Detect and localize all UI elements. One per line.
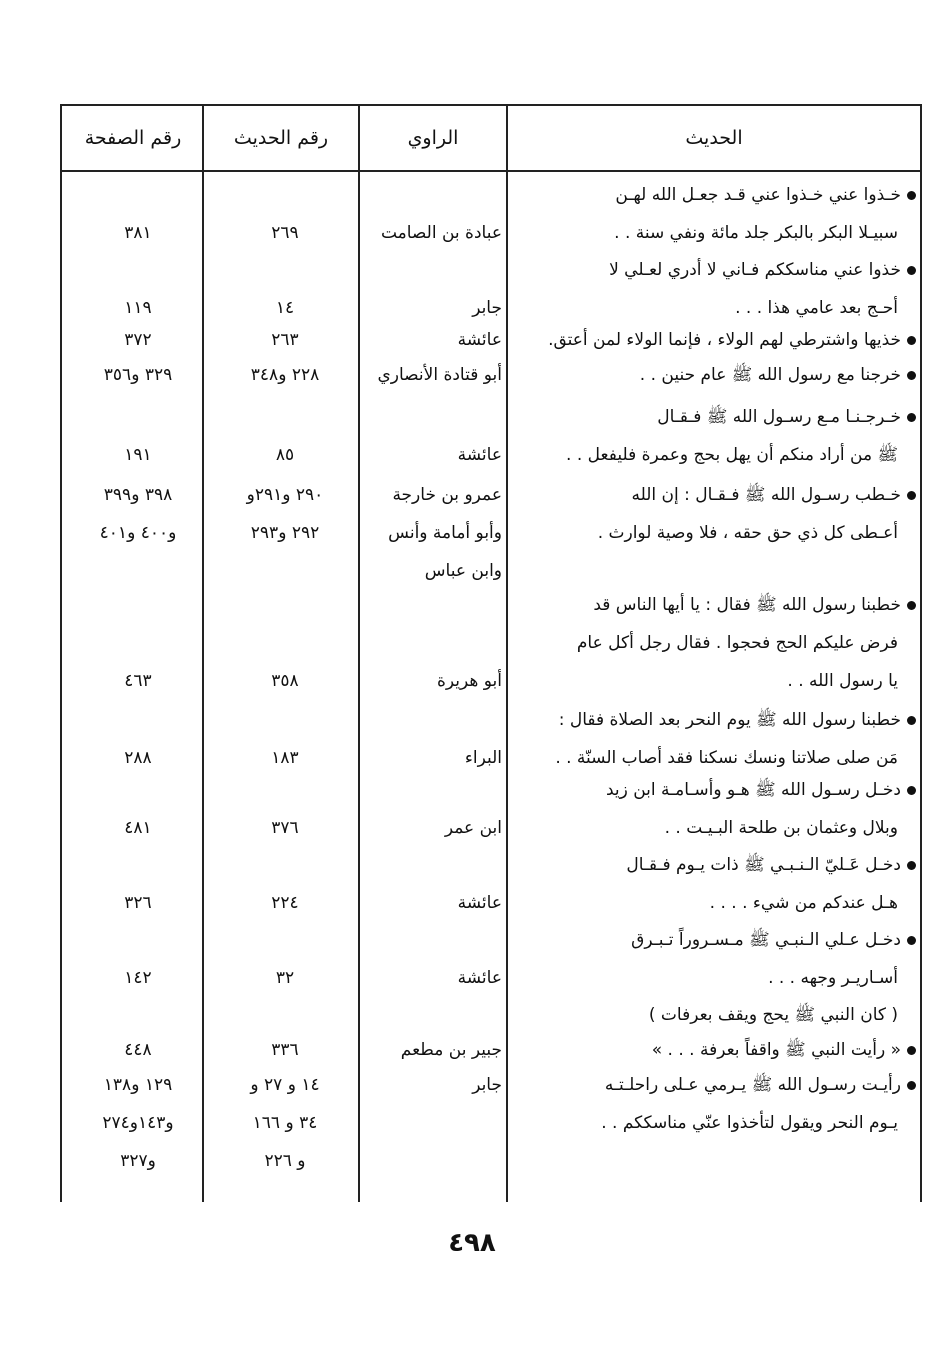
hadith-text: [516, 996, 916, 1034]
hadith-text: [516, 321, 916, 359]
hadith-number: [210, 476, 360, 552]
hadith-line: [516, 514, 916, 552]
hadith-line-text: خطبنا رسول الله ﷺ فقال : يا أيها الناس قد: [593, 595, 901, 615]
hadith-number-line: ٣٤ و ١٦٦: [252, 1113, 318, 1133]
hadith-line-text: خـرجـنـا مـع رسـول الله ﷺ فـقـال: [657, 407, 901, 427]
page-reference: [68, 739, 208, 777]
hadith-number: [210, 1031, 360, 1069]
narrator-name-line: أبو قتادة الأنصاري: [377, 365, 502, 385]
hadith-text: [516, 251, 916, 327]
narrator-name: [362, 1066, 502, 1104]
narrator-name: [362, 436, 502, 474]
hadith-number-line: ٢٩٠ و٢٩١و: [246, 485, 324, 505]
bullet-icon: [907, 491, 916, 500]
hadith-number-line: ١٤: [275, 298, 295, 318]
page-number: ٤٩٨: [448, 1228, 496, 1258]
hadith-line-text: خـذوا عني خـذوا عني قـد جعـل الله لهـن: [615, 185, 901, 205]
hadith-line-text: فرض عليكم الحج فحجوا . فقال رجل أكل عام: [576, 633, 898, 653]
page-reference-line: ٤٤٨: [124, 1040, 152, 1060]
hadith-number-line: ٢٦٩: [271, 223, 299, 243]
hadith-text: [516, 846, 916, 922]
hadith-line-text: مَن صلى صلاتنا ونسك نسكنا فقد أصاب السنّة . .: [555, 748, 898, 768]
narrator-name: [362, 356, 502, 394]
hadith-line: [516, 701, 916, 739]
page-reference: [68, 809, 208, 847]
hadith-number-line: ٣٥٨: [271, 671, 299, 691]
narrator-name-line: عائشة: [457, 445, 502, 465]
hadith-line-text: يا رسول الله . .: [787, 671, 898, 691]
narrator-name-line: عائشة: [457, 893, 502, 913]
hadith-text: [516, 1031, 916, 1069]
hadith-line-text: أحـج بعد عامي هذا . . .: [735, 298, 898, 318]
hadith-line-text: ( كان النبي ﷺ يحج ويقف بعرفات ): [648, 1005, 898, 1025]
page-reference: [68, 436, 208, 474]
narrator-name-line: ابن عمر: [444, 818, 502, 838]
hadith-line: [516, 251, 916, 289]
page-reference: [68, 1066, 208, 1180]
hadith-text: [516, 398, 916, 474]
hadith-number: [210, 321, 360, 359]
hadith-number-line: ٣٧٦: [271, 818, 299, 838]
hadith-number: [210, 809, 360, 847]
hadith-number: [210, 436, 360, 474]
hadith-line-text: هـل عندكم من شيء . . . .: [709, 893, 898, 913]
narrator-name-line: وابن عباس: [424, 561, 502, 581]
narrator-name-line: جابر: [472, 1075, 502, 1095]
hadith-line: [516, 436, 916, 474]
hadith-line-text: خـطب رسـول الله ﷺ فـقـال : إن الله: [631, 485, 901, 505]
hadith-number: [210, 214, 360, 252]
narrator-name: [362, 321, 502, 359]
narrator-name-line: البراء: [464, 748, 502, 768]
hadith-line: [516, 1104, 916, 1142]
header-page-number: رقم الصفحة: [84, 127, 182, 149]
page-reference: [68, 321, 208, 359]
hadith-number-line: ٣٢: [275, 968, 295, 988]
bullet-icon: [907, 861, 916, 870]
hadith-line-text: أعـطى كل ذي حق حقه ، فلا وصية لوارث .: [597, 523, 898, 543]
page-reference-line: و١٤٣و٢٧٤: [102, 1113, 174, 1133]
page-reference: [68, 356, 208, 394]
page-reference-line: ١٤٢: [124, 968, 152, 988]
page-reference-line: ١٩١: [124, 445, 152, 465]
bullet-icon: [907, 601, 916, 610]
hadith-line: [516, 1031, 916, 1069]
hadith-line: [516, 586, 916, 624]
hadith-index-table: [60, 104, 922, 1202]
page-reference-line: ٣٩٨ و٣٩٩: [103, 485, 173, 505]
hadith-number-line: ٨٥: [275, 445, 295, 465]
hadith-text: [516, 586, 916, 700]
narrator-name: [362, 884, 502, 922]
page-reference: [68, 214, 208, 252]
page-reference: [68, 1031, 208, 1069]
hadith-line-text: خطبنا رسول الله ﷺ يوم النحر بعد الصلاة فقال :: [558, 710, 901, 730]
bullet-icon: [907, 371, 916, 380]
hadith-number: [210, 739, 360, 777]
hadith-number-line: ٢٦٣: [271, 330, 299, 350]
bullet-icon: [907, 1081, 916, 1090]
bullet-icon: [907, 1046, 916, 1055]
hadith-number-line: و ٢٢٦: [264, 1151, 306, 1171]
narrator-name-line: جابر: [472, 298, 502, 318]
hadith-line: [516, 884, 916, 922]
hadith-number-line: ٣٣٦: [271, 1040, 299, 1060]
bullet-icon: [907, 336, 916, 345]
hadith-line: [516, 1066, 916, 1104]
hadith-number: [210, 959, 360, 997]
narrator-name: [362, 214, 502, 252]
hadith-number: [210, 662, 360, 700]
hadith-text: [516, 476, 916, 552]
hadith-number-line: ٢٩٢ و٢٩٣: [250, 523, 320, 543]
page-reference-line: و٣٢٧: [120, 1151, 156, 1171]
bullet-icon: [907, 786, 916, 795]
header-hadith-number: رقم الحديث: [233, 127, 329, 149]
hadith-text: [516, 1066, 916, 1142]
hadith-line: [516, 996, 916, 1034]
hadith-line-text: خرجنا مع رسول الله ﷺ عام حنين . .: [639, 365, 901, 385]
narrator-name: [362, 739, 502, 777]
hadith-line-text: « رأيت النبي ﷺ واقفاً بعرفة . . . »: [651, 1040, 901, 1060]
page-reference-line: ٣٢٩ و٣٥٦: [103, 365, 173, 385]
hadith-line: [516, 921, 916, 959]
hadith-line-text: دخـل رسـول الله ﷺ هـو وأسـامـة ابن زيد: [605, 780, 901, 800]
hadith-text: [516, 771, 916, 847]
hadith-number: [210, 884, 360, 922]
bullet-icon: [907, 936, 916, 945]
hadith-line: [516, 846, 916, 884]
header-narrator: الراوي: [407, 127, 459, 149]
bullet-icon: [907, 191, 916, 200]
hadith-line-text: وبلال وعثمان بن طلحة البـيـت . .: [664, 818, 898, 838]
hadith-line: [516, 959, 916, 997]
hadith-line-text: خذيها واشترطي لهم الولاء ، فإنما الولاء لمن أعتق.: [548, 330, 901, 350]
page-reference-line: و٤٠٠ و٤٠١: [99, 523, 177, 543]
narrator-name: [362, 476, 502, 590]
page-reference-line: ٢٨٨: [124, 748, 152, 768]
page-reference-line: ٣٢٦: [124, 893, 152, 913]
hadith-line: [516, 398, 916, 436]
hadith-number-line: ٢٢٤: [271, 893, 299, 913]
narrator-name-line: وأبو أمامة وأنس: [388, 523, 502, 543]
narrator-name-line: أبو هريرة: [436, 671, 502, 691]
narrator-name-line: عائشة: [457, 330, 502, 350]
header-hadith: الحديث: [685, 127, 743, 149]
narrator-name: [362, 809, 502, 847]
page-reference-line: ٤٨١: [124, 818, 152, 838]
table-header-row: [62, 106, 920, 172]
page-reference: [68, 959, 208, 997]
page-reference: [68, 662, 208, 700]
hadith-text: [516, 356, 916, 394]
hadith-line: [516, 176, 916, 214]
hadith-line-text: ﷺ من أراد منكم أن يهل بحج وعمرة فليفعل . .: [566, 445, 898, 465]
hadith-text: [516, 921, 916, 997]
page-reference-line: ١٢٩ و١٣٨: [103, 1075, 173, 1095]
narrator-name-line: عبادة بن الصامت: [380, 223, 502, 243]
hadith-line-text: سبيـلا البكر بالبكر جلد مائة ونفي سنة . .: [614, 223, 898, 243]
hadith-number: [210, 1066, 360, 1180]
narrator-name-line: جبير بن مطعم: [400, 1040, 502, 1060]
page-reference-line: ٣٨١: [124, 223, 152, 243]
column-divider: [506, 106, 508, 1202]
narrator-name-line: عمرو بن خارجة: [392, 485, 502, 505]
narrator-name: [362, 959, 502, 997]
page-reference-line: ٣٧٢: [124, 330, 152, 350]
narrator-name-line: عائشة: [457, 968, 502, 988]
hadith-line: [516, 321, 916, 359]
hadith-line: [516, 771, 916, 809]
hadith-number-line: ٢٢٨ و٣٤٨: [250, 365, 320, 385]
bullet-icon: [907, 266, 916, 275]
hadith-line-text: أسـاريـر وجهه . . .: [768, 968, 898, 988]
page-reference: [68, 476, 208, 552]
hadith-line: [516, 356, 916, 394]
bullet-icon: [907, 716, 916, 725]
hadith-line-text: خذوا عني مناسككم فـاني لا أدري لعـلي لا: [609, 260, 901, 280]
hadith-number-line: ١٤ و ٢٧ و: [250, 1075, 320, 1095]
hadith-text: [516, 701, 916, 777]
hadith-line: [516, 476, 916, 514]
page-reference: [68, 884, 208, 922]
page-reference-line: ١١٩: [124, 298, 152, 318]
hadith-line: [516, 662, 916, 700]
hadith-number: [210, 356, 360, 394]
hadith-number-line: ١٨٣: [271, 748, 299, 768]
hadith-line-text: رأيـت رسـول الله ﷺ يـرمي عـلى راحلـتـه: [604, 1075, 901, 1095]
hadith-line: [516, 214, 916, 252]
narrator-name: [362, 1031, 502, 1069]
page-reference-line: ٤٦٣: [124, 671, 152, 691]
narrator-name: [362, 662, 502, 700]
hadith-line-text: دخـل عَـليّ الـنـبـي ﷺ ذات يـوم فـقـال: [626, 855, 901, 875]
hadith-line: [516, 809, 916, 847]
hadith-line-text: يـوم النحر ويقول لتأخذوا عنّي مناسككم . .: [601, 1113, 898, 1133]
hadith-line-text: دخـل عـلي الـنبـي ﷺ مـسـروراً تـبـرق: [631, 930, 901, 950]
hadith-line: [516, 624, 916, 662]
hadith-text: [516, 176, 916, 252]
bullet-icon: [907, 413, 916, 422]
